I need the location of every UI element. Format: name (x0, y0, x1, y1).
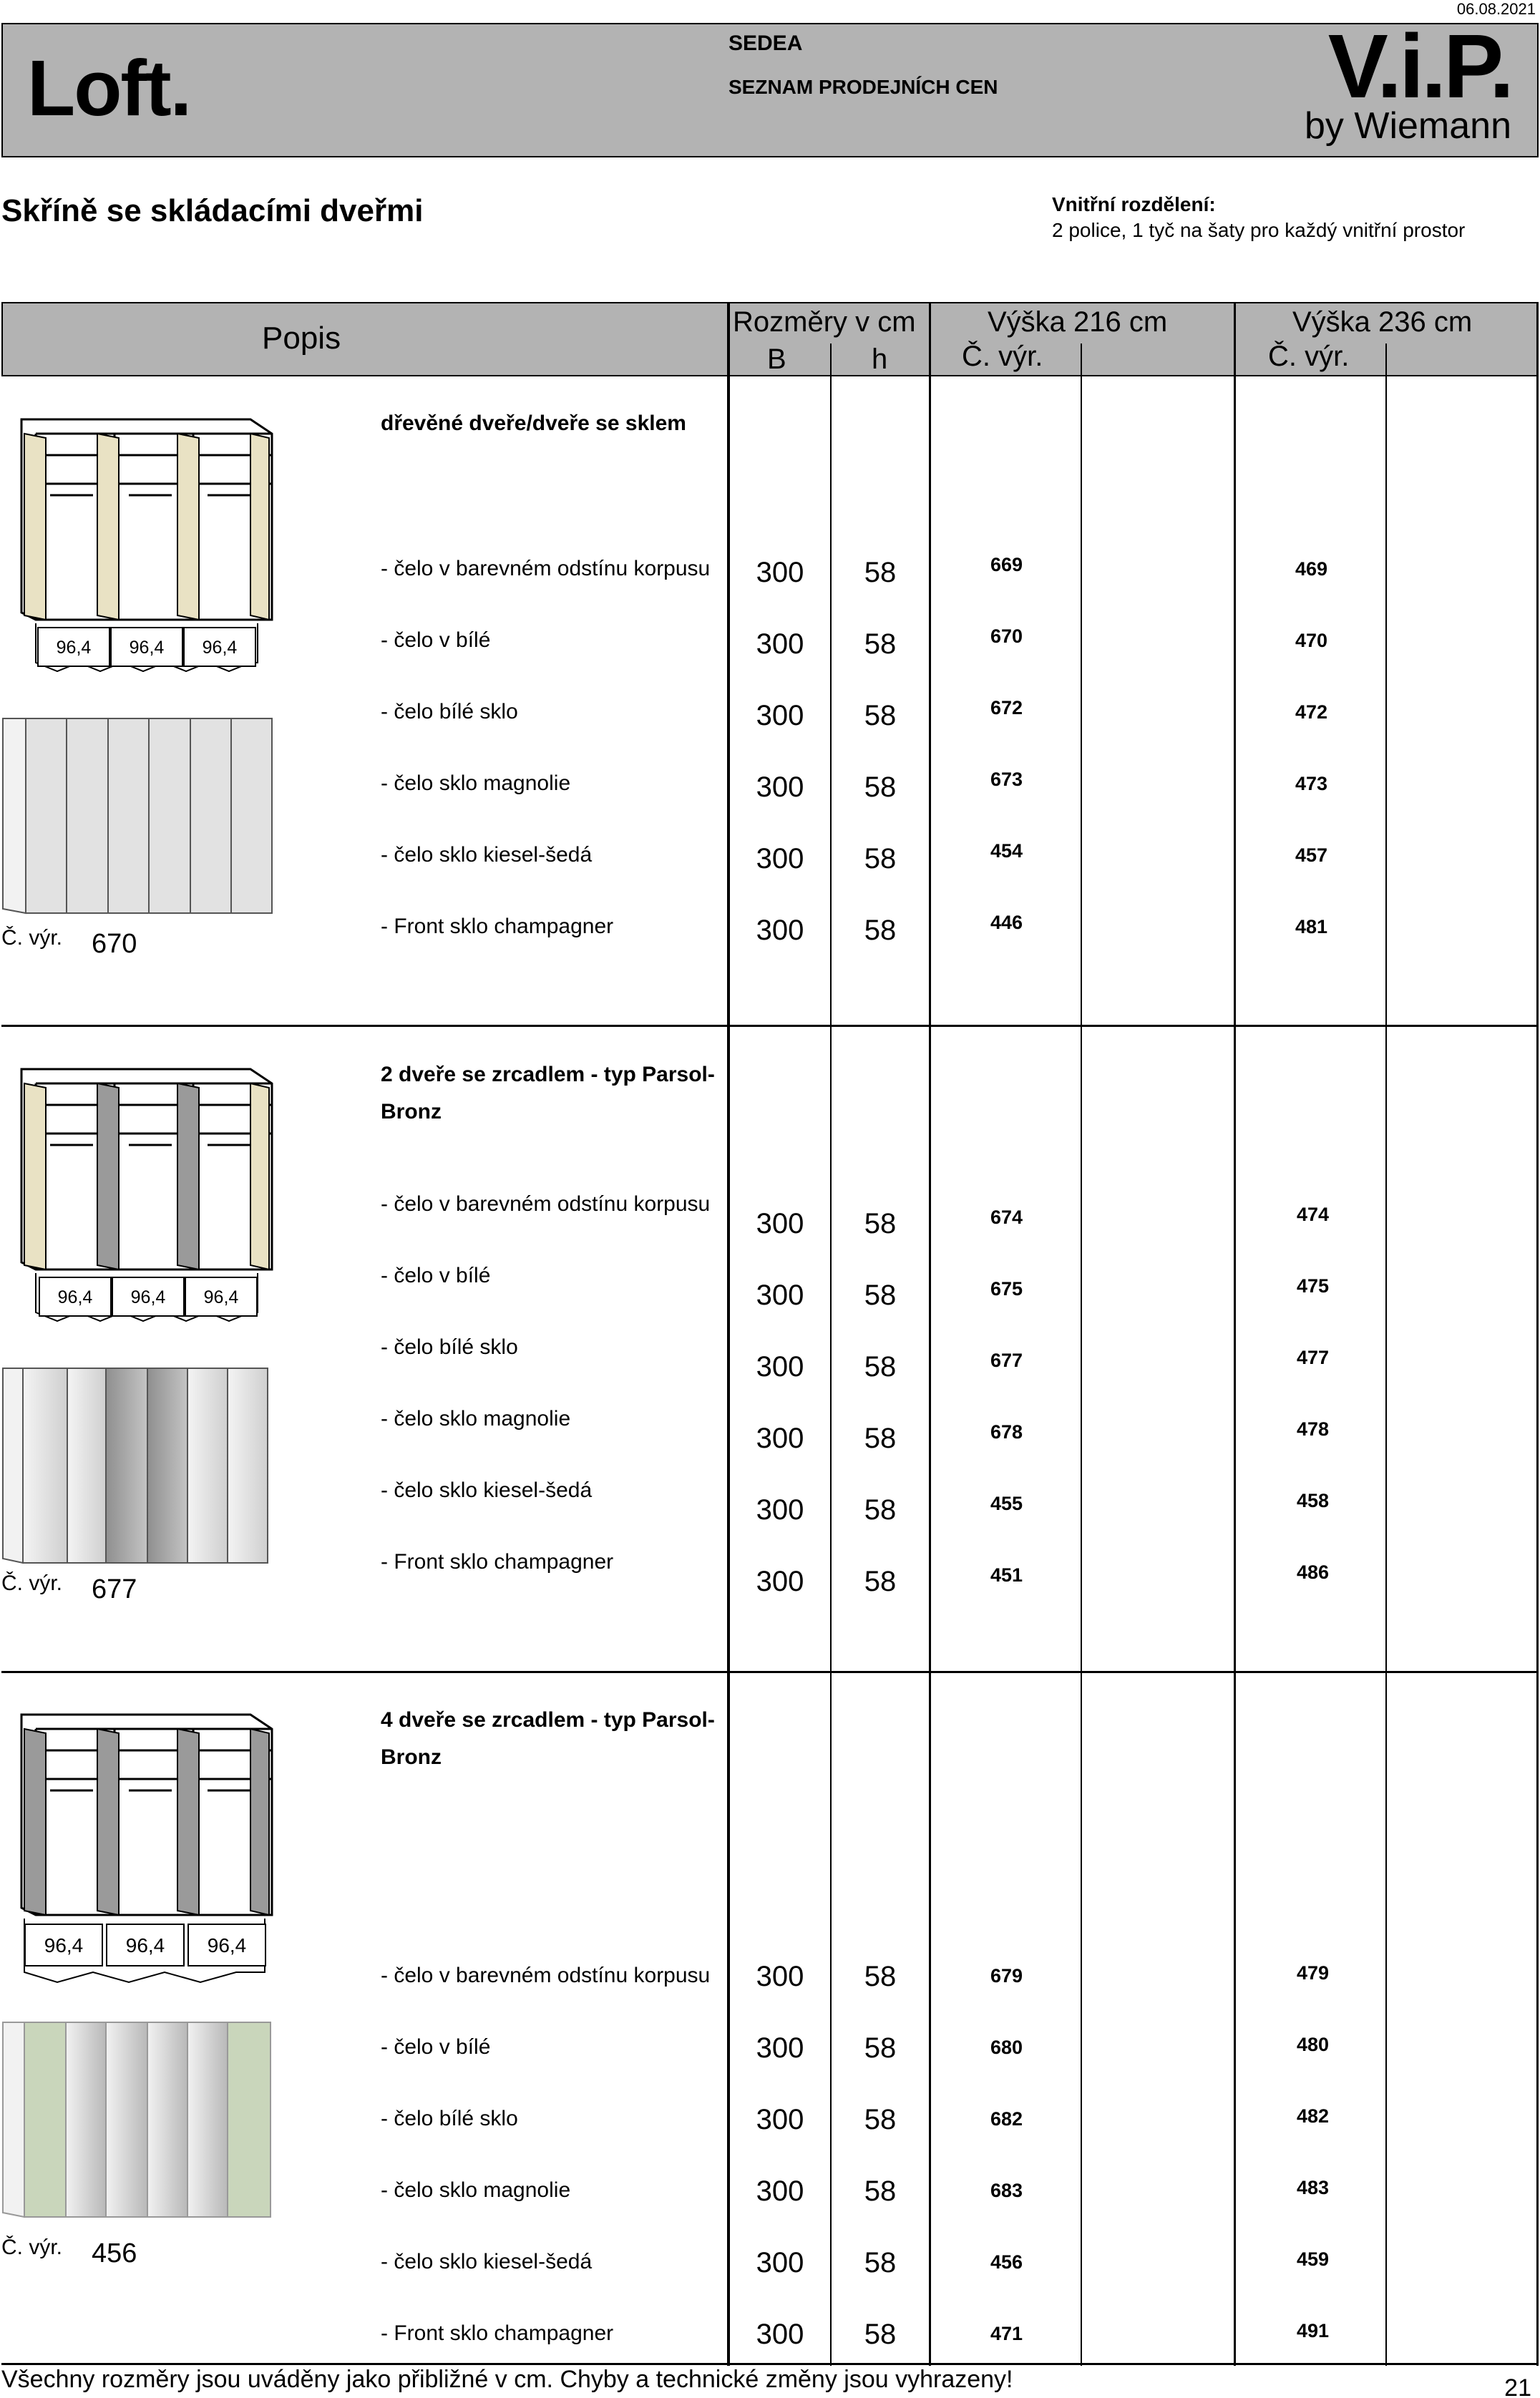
row-article-236: 472 (1295, 701, 1328, 723)
width-label: 96,4 (110, 627, 183, 667)
row-depth: 58 (864, 1961, 897, 1992)
vip-logo-subtitle: by Wiemann (1305, 105, 1511, 147)
row-article-216: 455 (990, 1493, 1023, 1514)
row-description: - čelo sklo kiesel-šedá (381, 1478, 593, 1502)
column-header-width: B (767, 343, 786, 375)
row-article-236: 478 (1297, 1418, 1330, 1440)
group-title: 2 dveře se zrcadlem - typ Parsol-Bronz (381, 1063, 715, 1124)
article-label: Č. výr. (1, 2236, 63, 2259)
document-date: 06.08.2021 (1456, 0, 1536, 18)
row-article-216: 669 (990, 554, 1023, 575)
column-header-depth: h (872, 343, 888, 375)
row-width: 300 (756, 1494, 804, 1526)
row-description: - čelo v bílé (381, 2035, 491, 2059)
brand-logo: Loft. (27, 44, 191, 132)
row-article-216: 454 (990, 840, 1023, 862)
row-description: - čelo v bílé (381, 1264, 491, 1287)
row-depth: 58 (864, 1208, 897, 1239)
group-separator (1, 1025, 1539, 1027)
row-article-236: 457 (1295, 844, 1328, 866)
row-width: 300 (756, 700, 804, 731)
row-width: 300 (756, 2032, 804, 2064)
row-depth: 58 (864, 1566, 897, 1597)
group-separator (1, 1671, 1539, 1673)
row-article-216: 679 (990, 1965, 1023, 1987)
row-description: - čelo sklo magnolie (381, 2178, 571, 2202)
row-width: 300 (756, 2104, 804, 2135)
row-width: 300 (756, 1280, 804, 1311)
row-article-236: 473 (1295, 773, 1328, 794)
row-article-236: 474 (1297, 1204, 1330, 1225)
column-header-article-216: Č. výr. (962, 341, 1043, 372)
row-article-216: 674 (990, 1207, 1023, 1228)
row-article-236: 491 (1297, 2320, 1330, 2341)
column-header-dimensions: Rozměry v cm (733, 306, 916, 338)
interior-label: Vnitřní rozdělení: (1052, 193, 1216, 215)
width-label: 96,4 (185, 1277, 258, 1317)
row-depth: 58 (864, 1351, 897, 1383)
article-number: 670 (92, 929, 137, 959)
row-width: 300 (756, 915, 804, 946)
width-label: 96,4 (112, 1277, 185, 1317)
column-header-article-236: Č. výr. (1268, 341, 1350, 372)
row-depth: 58 (864, 2319, 897, 2350)
row-width: 300 (756, 2319, 804, 2350)
grid-line (929, 302, 931, 2366)
row-description: - čelo v barevném odstínu korpusu (381, 557, 711, 580)
row-article-236: 480 (1297, 2034, 1330, 2055)
row-description: - čelo bílé sklo (381, 700, 518, 723)
series-name: SEDEA (728, 31, 803, 55)
row-article-236: 482 (1297, 2105, 1330, 2127)
row-article-216: 672 (990, 697, 1023, 718)
article-label: Č. výr. (1, 926, 63, 950)
row-description: - čelo sklo kiesel-šedá (381, 2250, 593, 2273)
row-article-236: 470 (1295, 630, 1328, 651)
row-width: 300 (756, 557, 804, 588)
column-header-height-216: Výška 216 cm (988, 306, 1168, 338)
width-label: 96,4 (183, 627, 256, 667)
row-article-236: 477 (1297, 1347, 1330, 1368)
group-title: dřevěné dveře/dveře se sklem (381, 411, 686, 435)
grid-line (1385, 343, 1387, 2366)
row-width: 300 (756, 1961, 804, 1992)
row-article-216: 471 (990, 2323, 1023, 2344)
row-depth: 58 (864, 2247, 897, 2278)
width-label: 96,4 (106, 1924, 185, 1966)
article-number: 456 (92, 2238, 137, 2268)
page-number: 21 (1504, 2374, 1531, 2398)
article-number: 677 (92, 1574, 137, 1604)
wardrobe-front-drawing (0, 716, 279, 917)
row-article-236: 469 (1295, 558, 1328, 580)
row-article-236: 483 (1297, 2177, 1330, 2198)
row-width: 300 (756, 1208, 804, 1239)
row-description: - čelo bílé sklo (381, 1335, 518, 1359)
grid-line (1081, 343, 1082, 2366)
row-depth: 58 (864, 700, 897, 731)
row-width: 300 (756, 628, 804, 660)
width-label: 96,4 (39, 1277, 112, 1317)
row-article-216: 682 (990, 2108, 1023, 2130)
row-description: - čelo v bílé (381, 628, 491, 652)
grid-line (1234, 302, 1236, 2366)
row-article-216: 680 (990, 2037, 1023, 2058)
row-depth: 58 (864, 628, 897, 660)
row-description: - čelo v barevném odstínu korpusu (381, 1192, 711, 1216)
row-description: - čelo bílé sklo (381, 2107, 518, 2130)
row-article-216: 677 (990, 1350, 1023, 1371)
row-width: 300 (756, 2175, 804, 2207)
row-description: - Front sklo champagner (381, 1550, 614, 1574)
row-depth: 58 (864, 2175, 897, 2207)
row-article-216: 678 (990, 1421, 1023, 1443)
article-label: Č. výr. (1, 1571, 63, 1595)
vip-logo: V.i.P. (1327, 16, 1511, 117)
row-description: - Front sklo champagner (381, 915, 614, 938)
row-article-236: 479 (1297, 1962, 1330, 1984)
width-label: 96,4 (187, 1924, 266, 1966)
row-description: - čelo v barevném odstínu korpusu (381, 1964, 711, 1987)
row-depth: 58 (864, 915, 897, 946)
row-width: 300 (756, 771, 804, 803)
row-depth: 58 (864, 2032, 897, 2064)
row-description: - čelo sklo kiesel-šedá (381, 843, 593, 867)
row-article-216: 673 (990, 769, 1023, 790)
row-depth: 58 (864, 557, 897, 588)
column-header-description: Popis (262, 321, 341, 356)
section-title: Skříně se skládacími dveřmi (1, 193, 424, 228)
width-label: 96,4 (37, 627, 110, 667)
row-depth: 58 (864, 843, 897, 874)
row-width: 300 (756, 2247, 804, 2278)
row-article-216: 456 (990, 2251, 1023, 2273)
row-article-216: 683 (990, 2180, 1023, 2201)
row-article-236: 459 (1297, 2248, 1330, 2270)
row-description: - čelo sklo magnolie (381, 771, 571, 795)
grid-line (1536, 302, 1539, 2366)
row-depth: 58 (864, 1423, 897, 1454)
document-title: SEZNAM PRODEJNÍCH CEN (728, 76, 998, 98)
row-depth: 58 (864, 1280, 897, 1311)
row-description: - Front sklo champagner (381, 2321, 614, 2345)
row-article-236: 458 (1297, 1490, 1330, 1511)
row-depth: 58 (864, 771, 897, 803)
row-article-216: 451 (990, 1564, 1023, 1586)
row-description: - čelo sklo magnolie (381, 1407, 571, 1430)
row-article-236: 475 (1297, 1275, 1330, 1297)
wardrobe-front-drawing (0, 1365, 279, 1567)
row-article-216: 446 (990, 912, 1023, 933)
row-article-236: 481 (1295, 916, 1328, 937)
footer-disclaimer: Všechny rozměry jsou uváděny jako přibližné v cm. Chyby a technické změny jsou vyhrazeny! (1, 2366, 1013, 2393)
row-width: 300 (756, 1423, 804, 1454)
row-width: 300 (756, 843, 804, 874)
row-article-236: 486 (1297, 1561, 1330, 1583)
group-title: 4 dveře se zrcadlem - typ Parsol-Bronz (381, 1708, 715, 1769)
interior-text: 2 police, 1 tyč na šaty pro každý vnitřní prostor (1052, 219, 1466, 241)
row-article-216: 670 (990, 625, 1023, 647)
row-article-216: 675 (990, 1278, 1023, 1300)
row-depth: 58 (864, 1494, 897, 1526)
table-bottom-border (1, 2363, 1539, 2365)
row-depth: 58 (864, 2104, 897, 2135)
wardrobe-front-drawing (0, 2019, 279, 2221)
column-header-height-236: Výška 236 cm (1292, 306, 1473, 338)
row-width: 300 (756, 1566, 804, 1597)
width-label: 96,4 (24, 1924, 103, 1966)
row-width: 300 (756, 1351, 804, 1383)
